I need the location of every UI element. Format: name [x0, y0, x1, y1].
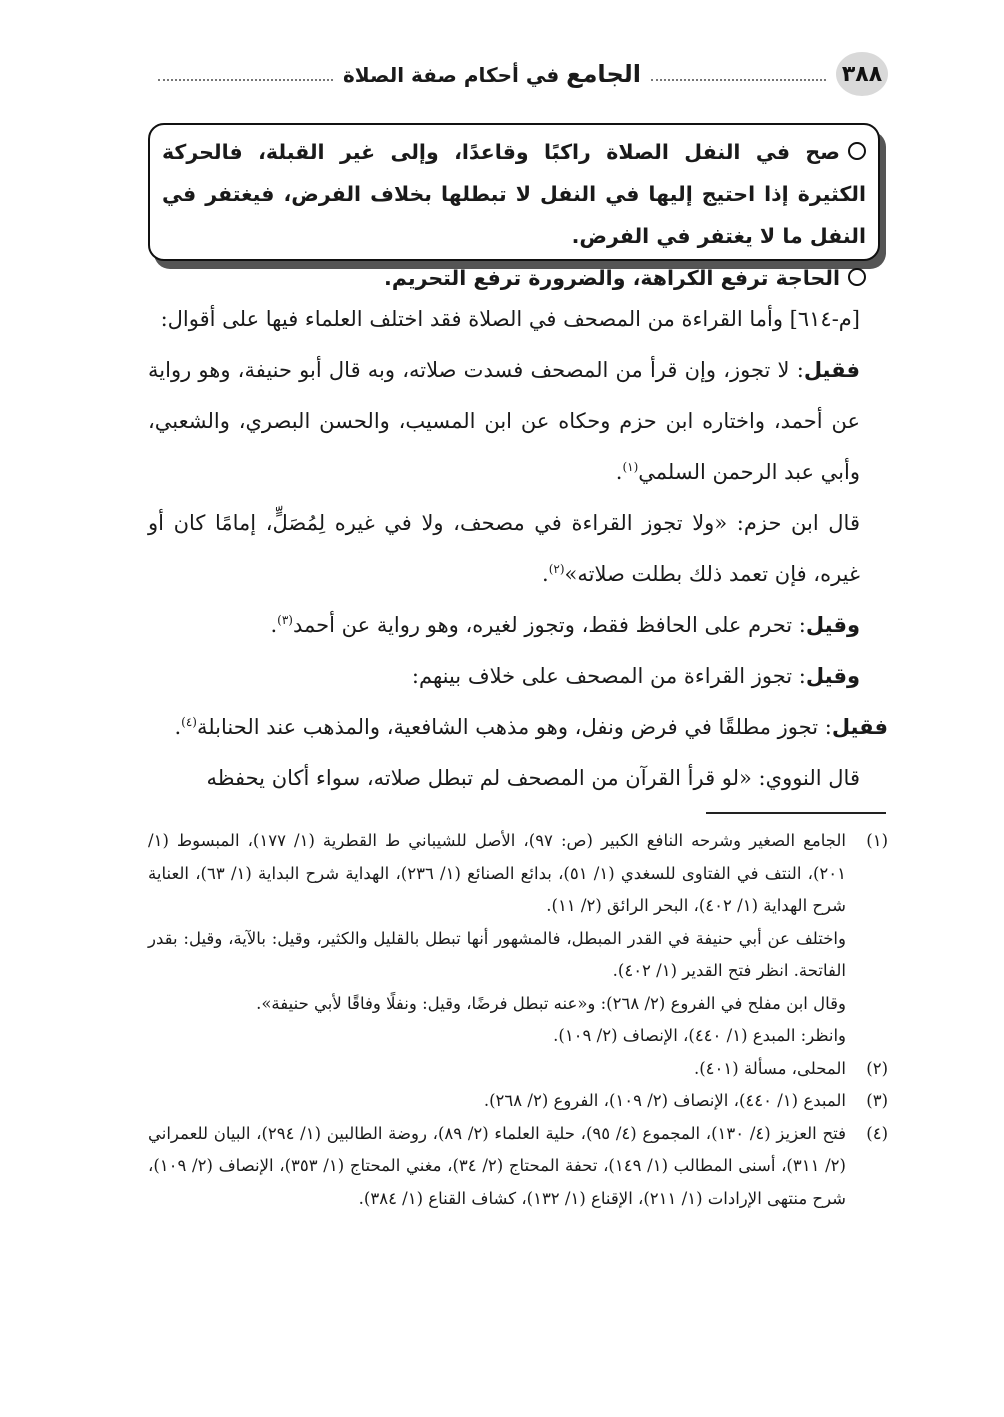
paragraph	[148, 753, 888, 804]
paragraph	[148, 651, 888, 702]
keyword: وقيل	[805, 664, 860, 688]
running-title-rest: في أحكام صفة الصلاة	[343, 63, 560, 87]
keyword: فقيل	[803, 358, 860, 382]
paragraph: وقيل: تحرم على الحافظ فقط، وتجوز لغيره، وهو رواية عن أحمد$^{(٣)}$.	[270, 613, 860, 637]
footnote-body	[148, 1118, 846, 1216]
footnote-ref[interactable]: (٣)	[277, 613, 293, 627]
paragraph-text: : تجوز القراءة من المصحف على خلاف بينهم:	[411, 664, 806, 688]
paragraph: قال ابن حزم: «ولا تجوز القراءة في مصحف، ولا في غيره لِمُصَلٍّ، إمامًا كان أو غيره، فإن تعمد ذلك بطلت صلاته»$^{(٢)}$.	[148, 511, 860, 586]
rule-text: الحاجة ترفع الكراهة، والضرورة ترفع التحريم.	[384, 266, 840, 290]
footnote-ref[interactable]: (١)	[622, 460, 639, 474]
circle-bullet-icon	[848, 142, 866, 160]
running-title	[343, 60, 641, 88]
footnote-text: وانظر: المبدع (١/ ٤٤٠)، الإنصاف (٢/ ١٠٩).	[553, 1026, 846, 1045]
keyword: فقيل	[831, 715, 888, 739]
paragraph: فقيل: تجوز مطلقًا في فرض ونفل، وهو مذهب الشافعية، والمذهب عند الحنابلة$^{(٤)}$.	[174, 715, 888, 739]
footnote-number: (٢)	[866, 1058, 888, 1078]
rule-item	[162, 257, 866, 299]
header-dotted-rule-left	[158, 79, 333, 81]
paragraph-text: : لا تجوز، وإن قرأ من المصحف فسدت صلاته، وبه قال أبو حنيفة، وهو رواية عن أحمد، واختاره ابن حزم وحكاه عن ابن المسيب، والحسن البصري، والشعبي، وأبي عبد الرحمن السلمي	[148, 358, 860, 484]
footnote-body	[148, 1085, 846, 1118]
footnote-text: وقال ابن مفلح في الفروع (٢/ ٢٦٨): و«عنه تبطل فرضًا، وقيل: ونفلًا وفاقًا لأبي حنيفة».	[256, 993, 846, 1013]
footnote-text: واختلف عن أبي حنيفة في القدر المبطل، فالمشهور أنها تبطل بالقليل والكثير، وقيل: بالآية، وقيل: بقدر الفاتحة. انظر فتح القدير (١/ ٤٠٢).	[148, 928, 846, 980]
footnote-text: فتح العزيز (٤/ ١٣٠)، المجموع (٤/ ٩٥)، حلية العلماء (٢/ ٨٩)، روضة الطالبين (١/ ٢٩٤)، البيان للعمراني (٢/ ٣١١)، أسنى المطالب (١/ ١٤٩)، تحفة المحتاج (٢/ ٣٤)، مغني المحتاج (١/ ٣٥٣)، الإنصاف (٢/ ١٠٩)، شرح منتهى الإرادات (١/ ٢١١)، الإقناع (١/ ١٣٢)، كشاف القناع (١/ ٣٨٤).	[148, 1123, 846, 1208]
footnote-text: المحلى، مسألة (٤٠١).	[693, 1058, 846, 1078]
footnote-number: (١)	[866, 831, 888, 850]
paragraph: فقيل: لا تجوز، وإن قرأ من المصحف فسدت صلاته، وبه قال أبو حنيفة، وهو رواية عن أحمد، واختاره ابن حزم وحكاه عن ابن المسيب، والحسن البصري، والشعبي، وأبي عبد الرحمن السلمي$^{(١)}$.	[148, 358, 860, 484]
footnote-text: الجامع الصغير وشرحه النافع الكبير (ص: ٩٧)، الأصل للشيباني ط القطرية (١/ ١٧٧)، المبسوط (١/ ٢٠١)، النتف في الفتاوى للسغدي (١/ ٥١)، بدائع الصنائع (١/ ٢٣٦)، الهداية شرح البداية (١/ ٦٣)، العناية شرح الهداية (١/ ٤٠٢)، البحر الرائق (٢/ ١١).	[148, 831, 846, 915]
running-title-main: الجامع	[566, 60, 641, 88]
footnote	[148, 825, 888, 1053]
footnote-body	[148, 1053, 846, 1086]
footnote	[148, 1118, 888, 1216]
footnote-ref[interactable]: (٤)	[181, 715, 197, 729]
footnote-ref[interactable]: (٢)	[548, 562, 565, 576]
paragraph-text: : تجوز مطلقًا في فرض ونفل، وهو مذهب الشافعية، والمذهب عند الحنابلة	[196, 715, 832, 739]
paragraph	[148, 294, 888, 345]
rule-item	[162, 131, 866, 257]
page-header	[148, 52, 888, 96]
footnote-number: (٤)	[866, 1123, 888, 1143]
footnote-body	[148, 825, 846, 1053]
footnote-text: المبدع (١/ ٤٤٠)، الإنصاف (٢/ ١٠٩)، الفروع (٢/ ٢٦٨).	[483, 1091, 846, 1110]
paragraph-text: [م-٦١٤] وأما القراءة من المصحف في الصلاة فقد اختلف العلماء فيها على أقوال:	[160, 307, 860, 331]
footnote-separator	[706, 812, 886, 814]
header-dotted-rule	[651, 79, 826, 81]
footnote-number: (٣)	[866, 1091, 888, 1110]
footnote	[148, 1053, 888, 1086]
circle-bullet-icon	[848, 268, 866, 286]
paragraph-text: قال ابن حزم: «ولا تجوز القراءة في مصحف، ولا في غيره لِمُصَلٍّ، إمامًا كان أو غيره، فإن تعمد ذلك بطلت صلاته»	[148, 511, 860, 586]
paragraph-text: قال النووي: «لو قرأ القرآن من المصحف لم تبطل صلاته، سواء أكان يحفظه	[206, 766, 860, 790]
rules-box	[148, 123, 880, 290]
footnotes	[148, 825, 888, 1215]
keyword: وقيل	[805, 613, 860, 637]
paragraph-text: : تحرم على الحافظ فقط، وتجوز لغيره، وهو رواية عن أحمد	[292, 613, 806, 637]
main-text	[148, 294, 888, 804]
rule-text: صح في النفل الصلاة راكبًا وقاعدًا، وإلى غير القبلة، فالحركة الكثيرة إذا احتيج إليها في النفل لا تبطلها بخلاف الفرض، فيغتفر في النفل ما لا يغتفر في الفرض.	[162, 140, 866, 248]
footnote	[148, 1085, 888, 1118]
page-number: ٣٨٨	[836, 52, 888, 96]
